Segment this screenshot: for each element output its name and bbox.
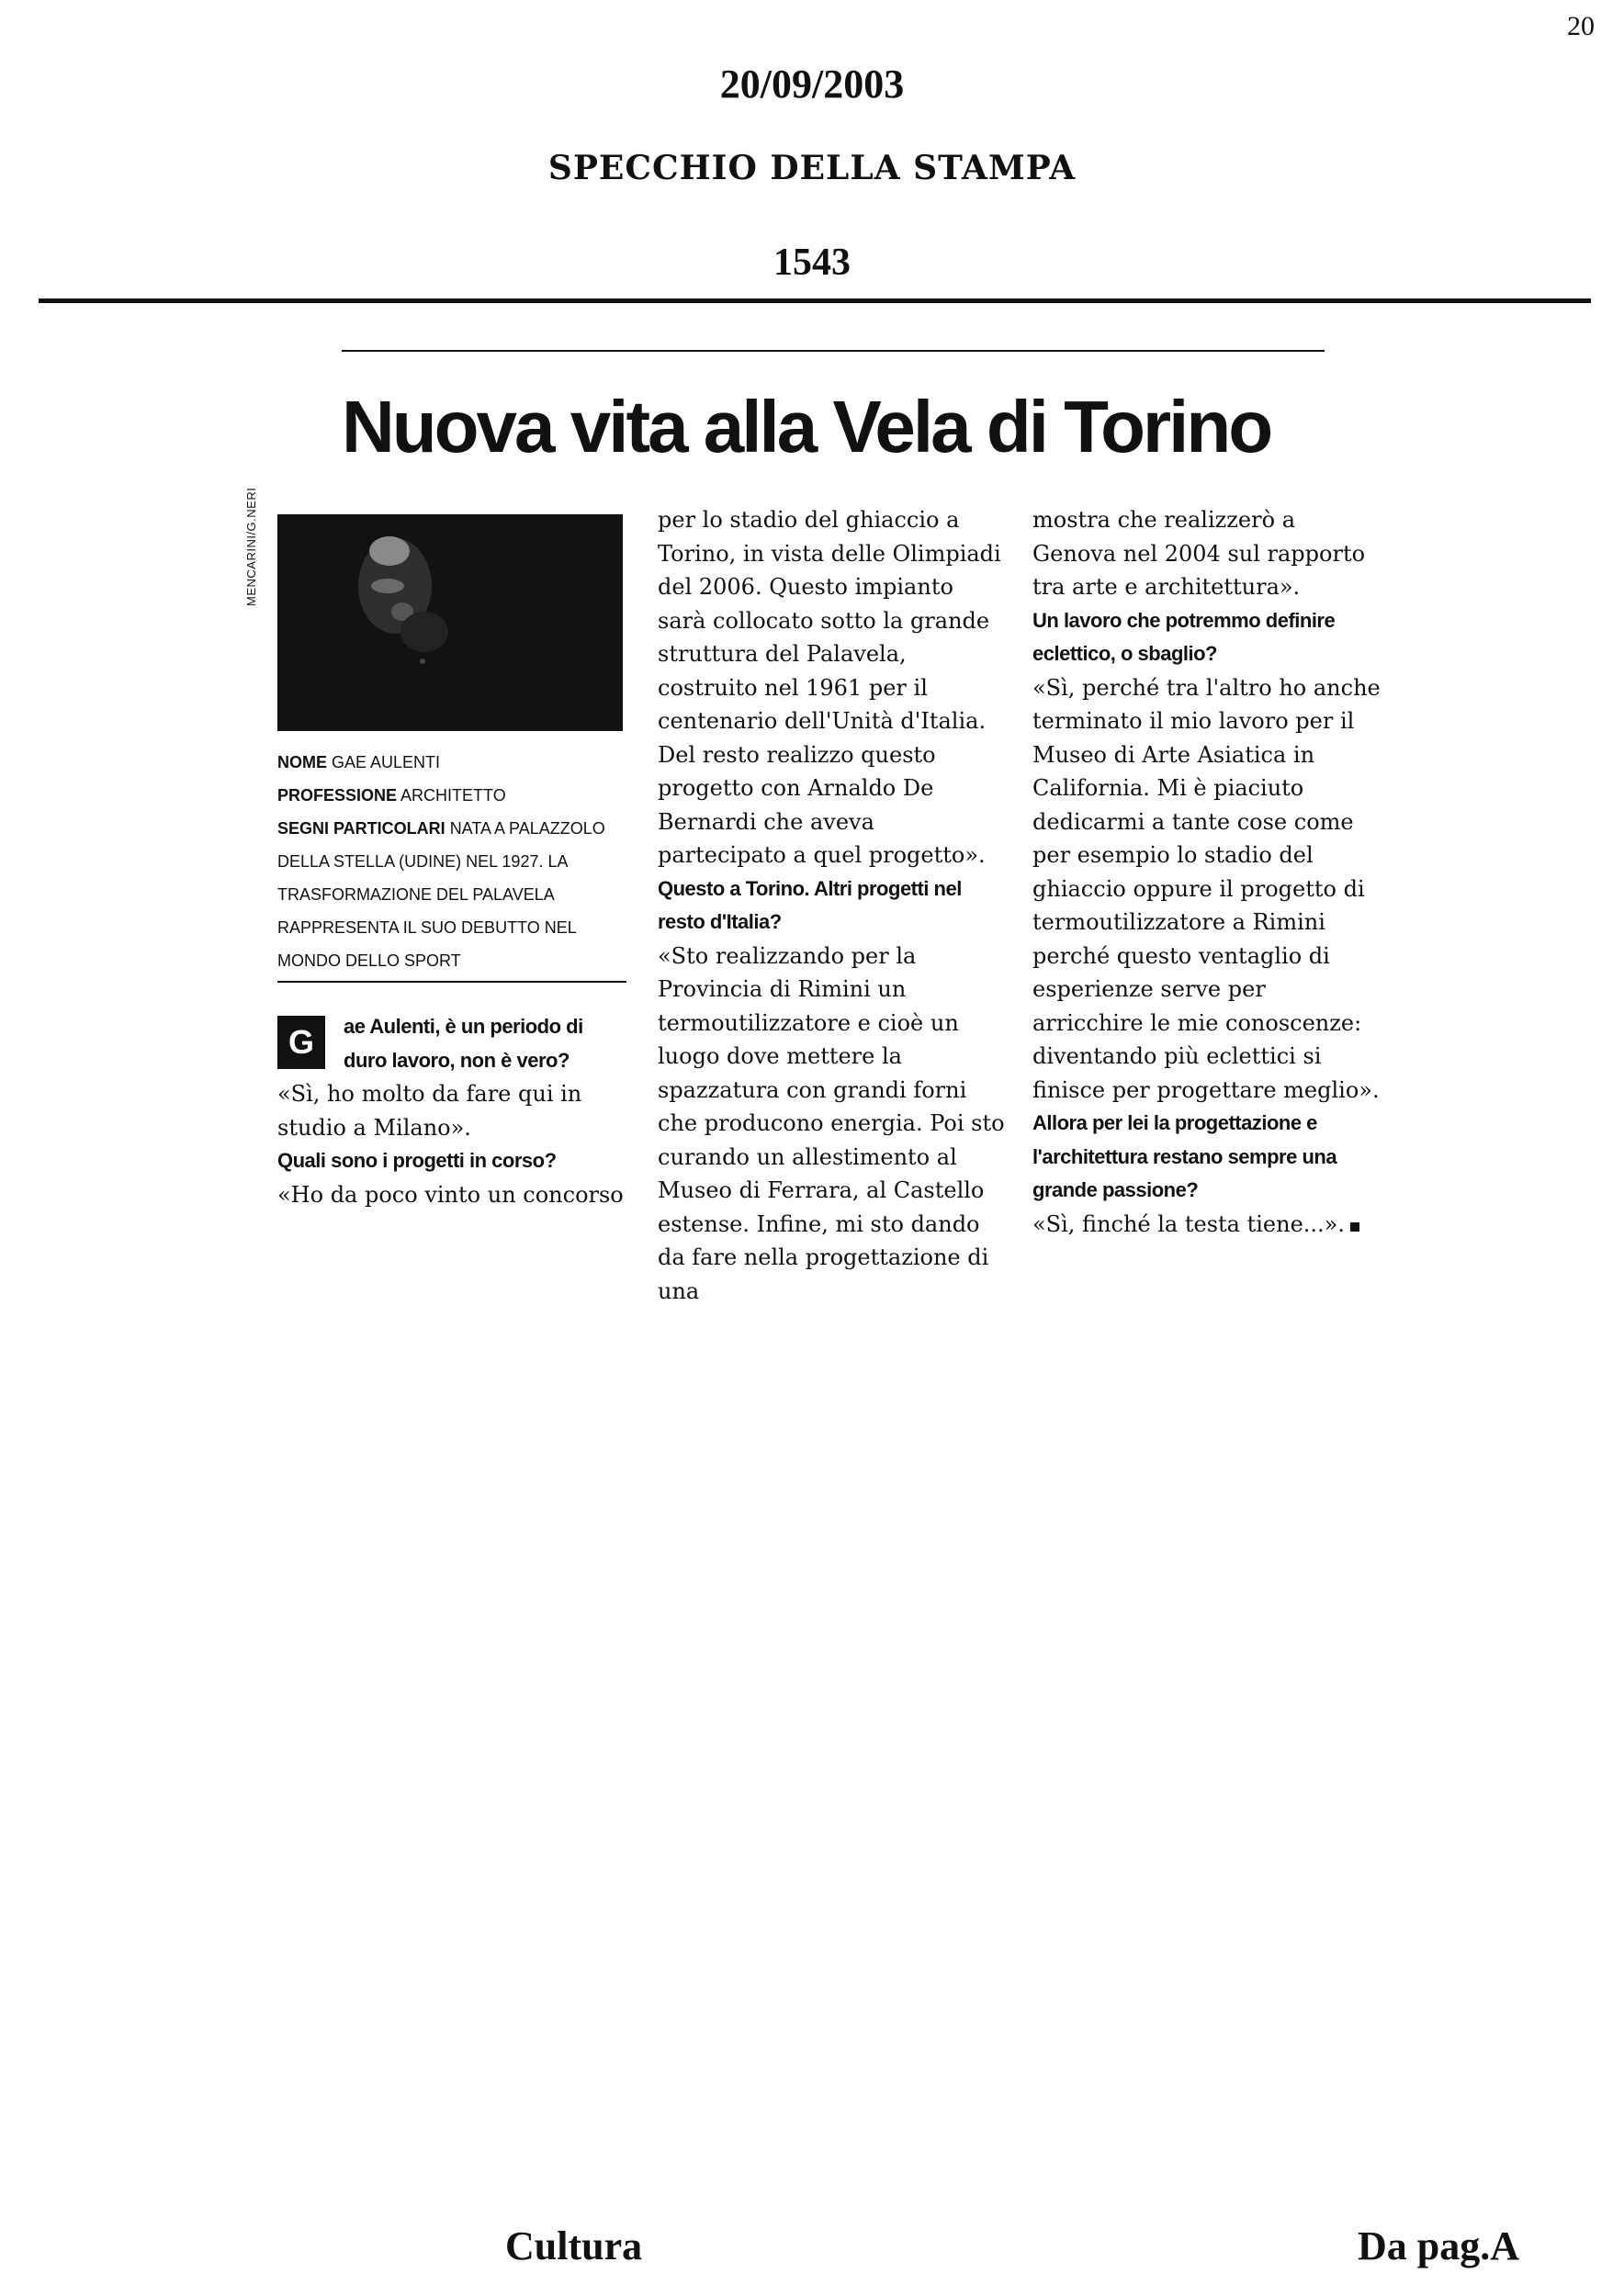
header-code: 1543 (773, 242, 851, 284)
question-2: Quali sono i progetti in corso? (277, 1149, 557, 1172)
profile-box (277, 746, 636, 977)
answer-5-wrap (1032, 1208, 1382, 1242)
portrait-photo-graphic (277, 514, 623, 731)
article-column-3 (1032, 503, 1382, 1241)
profile-value: NATA A PALAZZOLO DELLA STELLA (UDINE) NEL 1927. LA TRASFORMAZIONE DEL PALAVELA RAPPRESENTA IL SUO DEBUTTO NEL MONDO DELLO SPORT (277, 819, 605, 970)
profile-label: NOME (277, 753, 327, 771)
article-headline: Nuova vita alla Vela di Torino (342, 386, 1271, 467)
header-divider (39, 298, 1591, 303)
question-1: ae Aulenti, è un periodo di duro lavoro, non è vero? (344, 1015, 583, 1072)
article-column-1 (277, 1010, 626, 1211)
answer-5: «Sì, finché la testa tiene...». (1032, 1210, 1345, 1237)
answer-3-cont: mostra che realizzerò a Genova nel 2004 sul rapporto tra arte e architettura». (1032, 507, 1366, 600)
profile-value: GAE AULENTI (332, 753, 441, 771)
profile-value: ARCHITETTO (400, 786, 506, 805)
answer-4: «Sì, perché tra l'altro ho anche terminato il mio lavoro per il Museo di Arte Asiatica in California. Mi è piaciuto dedicarmi a tante cose come per esempio lo stadio del ghiaccio oppure il progetto di termoutilizzatore a Rimini perché questo ventaglio di esperienze serve per arricchire le mie conoscenze: diventando più eclettici si finisce per progettare meglio». (1032, 674, 1381, 1103)
header-paper-name: SPECCHIO DELLA STAMPA (547, 149, 1077, 187)
answer-2-cont: per lo stadio del ghiaccio a Torino, in vista delle Olimpiadi del 2006. Questo impianto sarà collocato sotto la grande struttura del Palavela, costruito nel 1961 per il centenario dell'Unità d'Italia. Del resto realizzo questo progetto con Arnaldo De Bernardi che aveva partecipato a quel progetto». (658, 507, 1001, 868)
lead-paragraph (277, 1010, 626, 1077)
end-mark (1350, 1222, 1359, 1232)
profile-divider (277, 981, 626, 983)
footer-page-ref: Da pag.A (1358, 2223, 1520, 2268)
profile-label: SEGNI PARTICOLARI (277, 819, 445, 838)
dropcap: G (277, 1016, 325, 1069)
profile-label: PROFESSIONE (277, 786, 398, 805)
photo-credit: MENCARINI/G.NERI (244, 487, 258, 606)
profile-segni (277, 812, 636, 977)
page-number: 20 (1567, 11, 1595, 41)
answer-2-start: «Ho da poco vinto un concorso (277, 1181, 624, 1208)
question-5: Allora per lei la progettazione e l'architettura restano sempre una grande passione? (1032, 1111, 1337, 1201)
footer-section: Cultura (505, 2223, 643, 2268)
profile-nome (277, 746, 636, 779)
header-date: 20/09/2003 (719, 62, 905, 107)
question-4: Un lavoro che potremmo definire eclettico, o sbaglio? (1032, 608, 1336, 665)
portrait-photo (277, 514, 623, 731)
article-column-2 (658, 503, 1007, 1308)
question-3: Questo a Torino. Altri progetti nel resto d'Italia? (658, 876, 962, 933)
profile-professione (277, 779, 636, 812)
article-top-rule (342, 350, 1325, 352)
answer-3-start: «Sto realizzando per la Provincia di Rimini un termoutilizzatore e cioè un luogo dove mettere la spazzatura con grandi forni che producono energia. Poi sto curando un allestimento al Museo di Ferrara, al Castello estense. Infine, mi sto dando da fare nella progettazione di una (658, 942, 1005, 1304)
answer-1: «Sì, ho molto da fare qui in studio a Milano». (277, 1081, 582, 1141)
